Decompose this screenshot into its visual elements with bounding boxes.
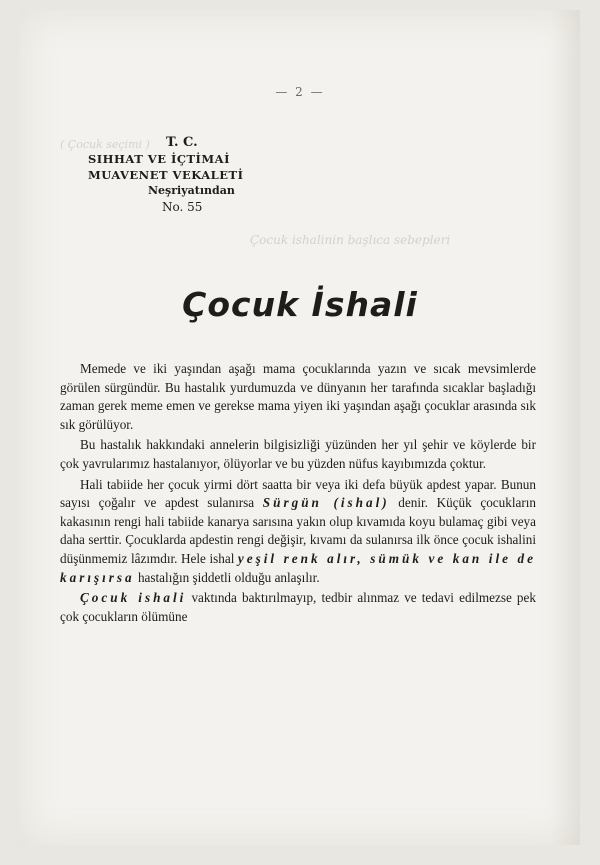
paragraph-text: denir. Küçük çocukların kakasının rengi hali tabiide kanarya sarısına yakın olup kıvamıda koyu bulamaç gibi veya daha serttir. Çocuklarda apdestin rengi değişir, kıvamı da sulanırsa ilk önce çocuk ishalini düşünmemiz lâzımdır. Hele ishal — [60, 495, 537, 566]
document-page — [20, 10, 580, 845]
paragraph — [60, 589, 536, 626]
header-ministry-line2: MUAVENET VEKALETİ — [88, 168, 244, 182]
bleed-through-text: Çocuk ishalinin başlıca sebepleri — [250, 233, 451, 247]
paragraph-text: Bu hastalık hakkındaki annelerin bilgisizliği yüzünden her yıl şehir ve köylerde bir çok yavrularımız hastalanıyor, ölüyorlar ve bu yüzden nüfus kayıbımızda çoktur. — [60, 437, 536, 471]
page-edge-shadow — [550, 10, 580, 845]
paragraph — [60, 476, 536, 588]
publisher-header — [88, 135, 288, 215]
header-publications: Neşriyatından — [148, 184, 235, 197]
header-number: No. 55 — [162, 200, 203, 214]
emphasized-text: yeşil renk alır, sümük ve kan ile de karışırsa — [60, 550, 536, 585]
header-tc: T. C. — [166, 135, 198, 150]
paragraph-text: vaktında baktırılmayıp, tedbir alınmaz ve tedavi edilmezse pek çok çocukların ölümüne — [60, 590, 536, 624]
page-number: — 2 — — [275, 85, 325, 99]
header-ministry-line1: SIHHAT VE İÇTİMAİ — [88, 152, 230, 166]
paragraph-text: Hali tabiide her çocuk yirmi dört saatta bir veya iki defa büyük apdest yapar. Bunun sayısı çoğalır ve apdest sulanırsa — [60, 476, 536, 511]
body-text — [60, 360, 536, 628]
paragraph-text: Memede ve iki yaşından aşağı mama çocuklarında yazın ve sıcak mevsimlerde görülen sürgündür. Bu hastalık yurdumuzda ve dünyanın her tarafında sıcaklar başladığı zaman gerek meme emen ve gerekse mama yiyen iki yaşından aşağı çocuklar arasında sık sık görülüyor. — [60, 361, 536, 432]
paragraph-text: hastalığın şiddetli olduğu anlaşılır. — [134, 569, 320, 585]
emphasized-text: Çocuk ishali — [80, 590, 187, 606]
paragraph — [60, 360, 536, 434]
paragraph — [60, 436, 536, 473]
bleed-through-text: ( Çocuk seçimi ) — [60, 138, 150, 151]
emphasized-text: Sürgün (ishal) — [262, 495, 390, 511]
page-title: Çocuk İshali — [182, 285, 418, 324]
